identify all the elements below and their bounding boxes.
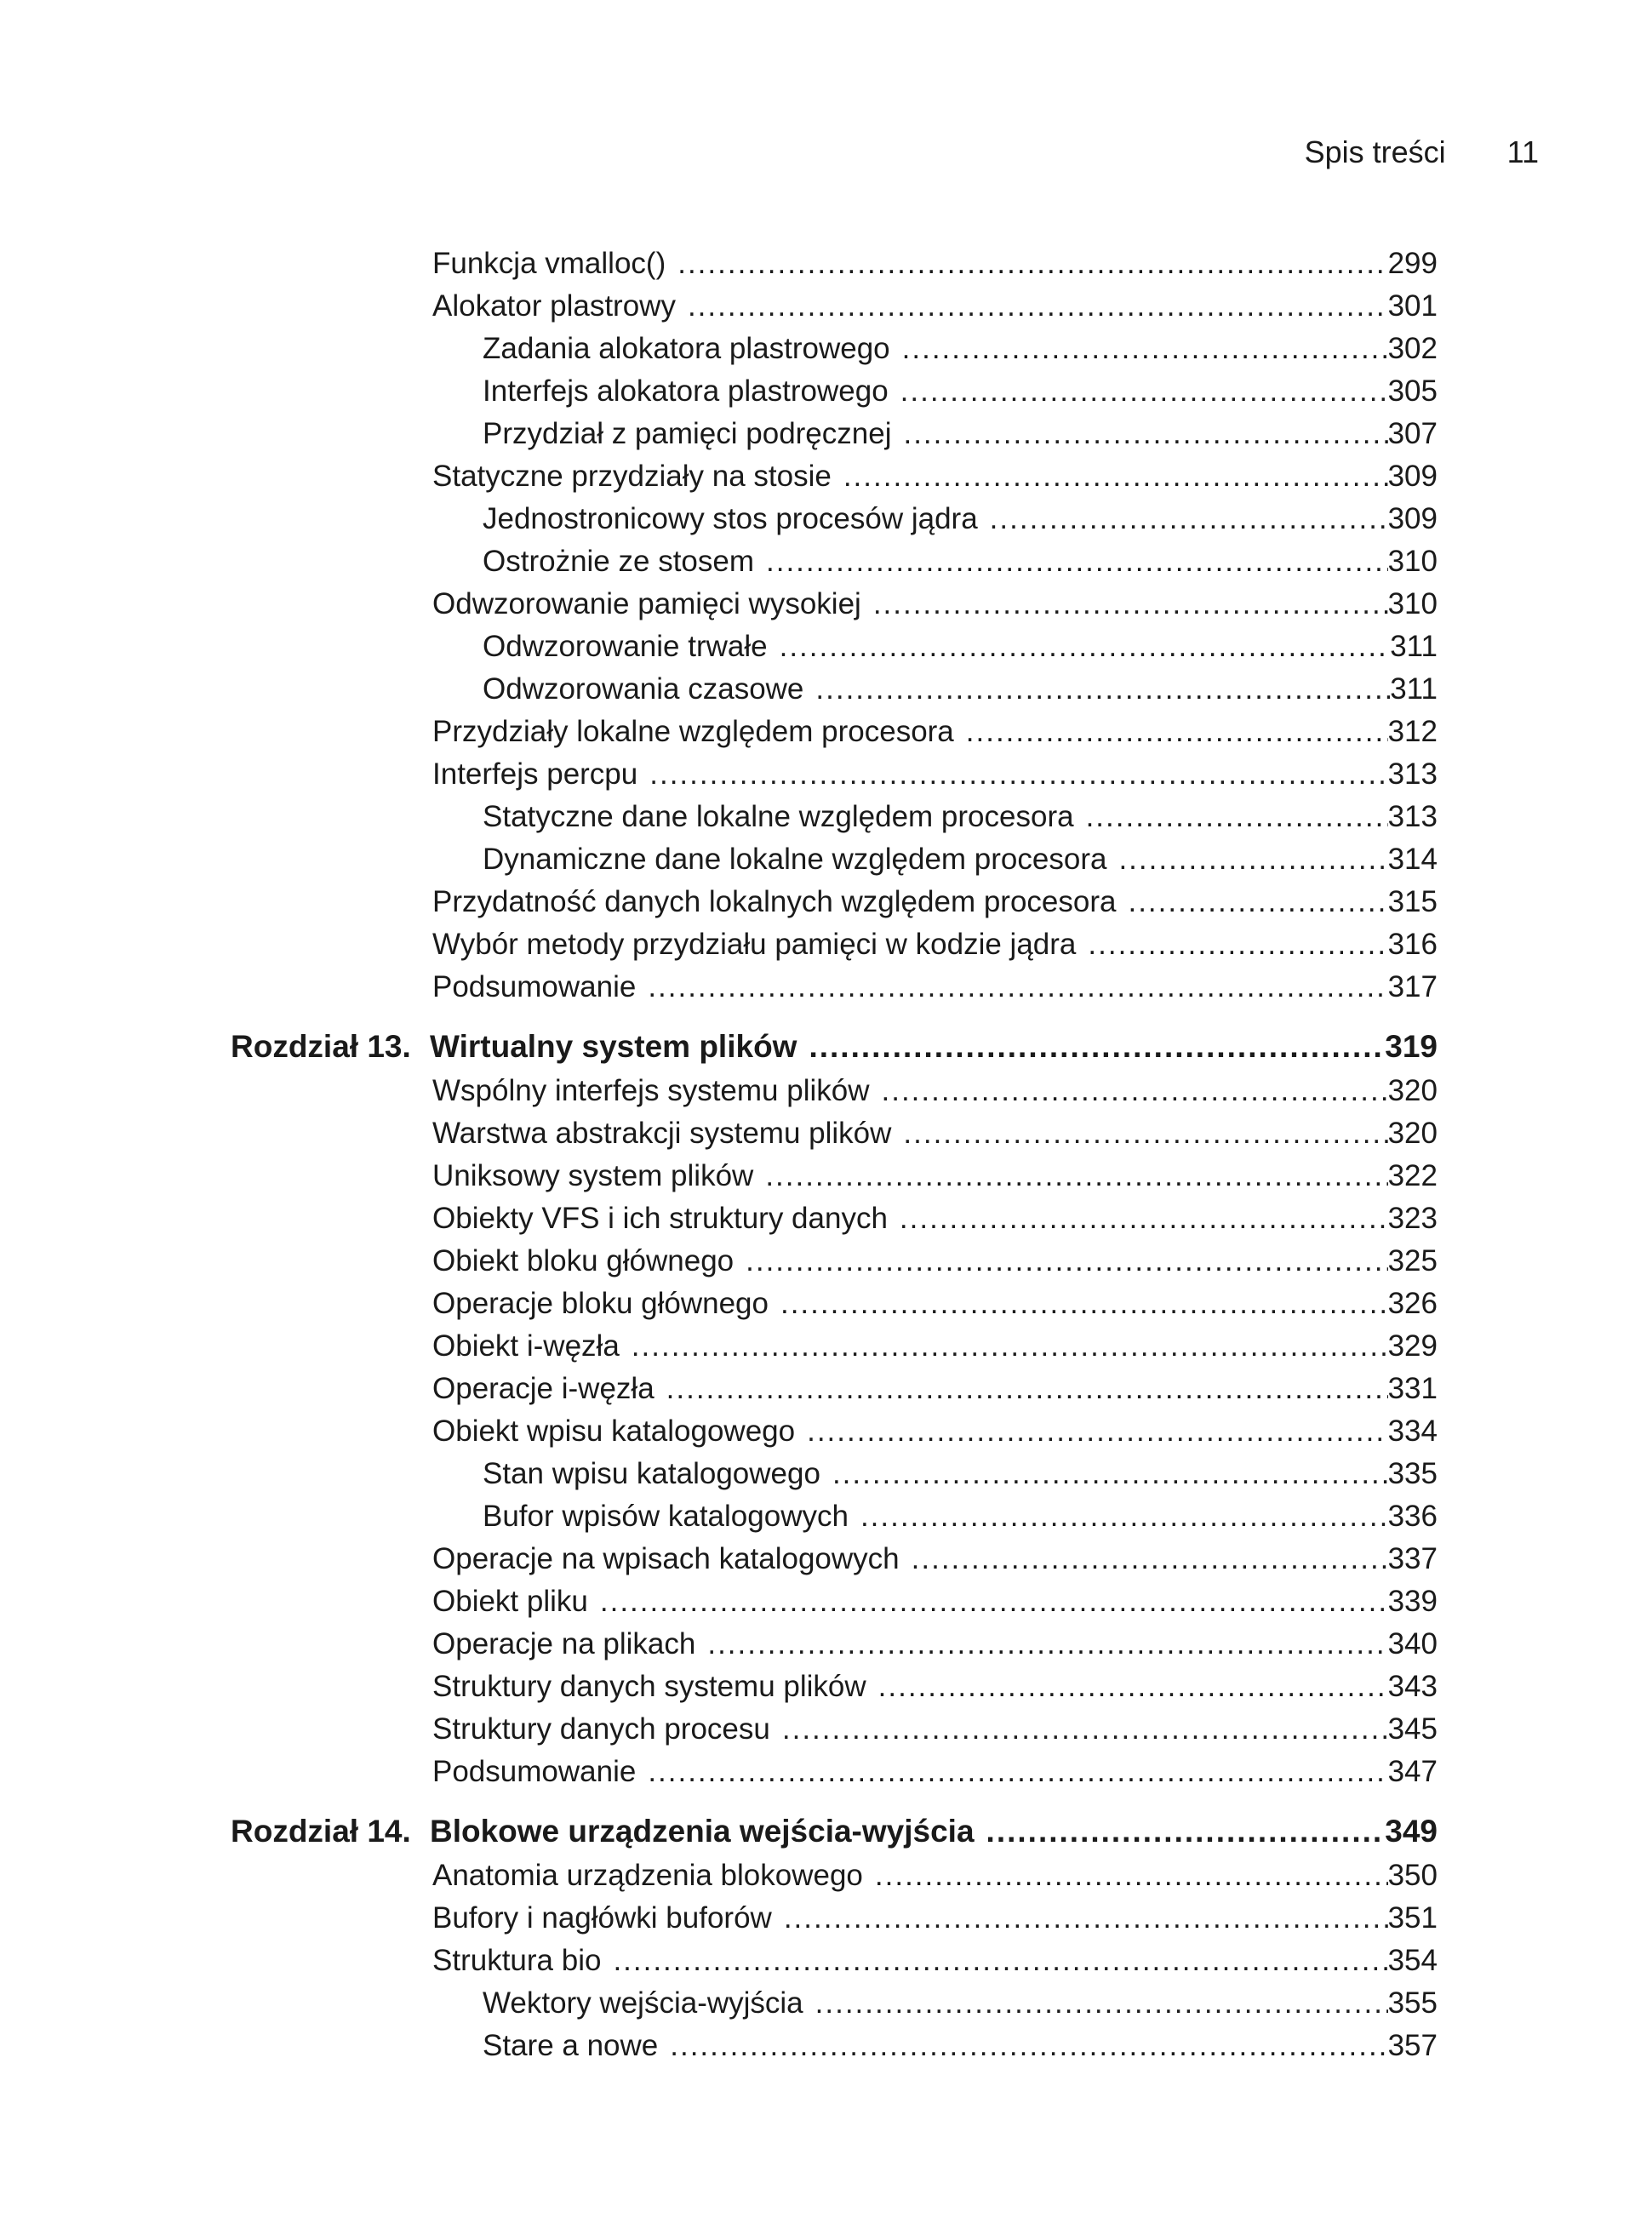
entry-page: 322 xyxy=(1387,1159,1438,1192)
dot-leader xyxy=(780,1283,1388,1325)
entry-line xyxy=(432,1855,1438,1897)
entry-title: Zadania alokatora plastrowego xyxy=(483,332,890,365)
entry-title: Statyczne przydziały na stosie xyxy=(432,460,832,493)
chapter-number: Rozdział 13. xyxy=(231,1029,411,1064)
toc-entry xyxy=(0,2025,1652,2067)
entry-title: Przydział z pamięci podręcznej xyxy=(483,417,892,450)
entry-title: Ostrożnie ze stosem xyxy=(483,545,754,578)
dot-leader xyxy=(878,1666,1388,1708)
toc-entry xyxy=(0,626,1652,668)
dot-leader xyxy=(677,243,1387,285)
page-number: 11 xyxy=(1506,134,1539,169)
toc-entry xyxy=(0,923,1652,966)
toc-entry xyxy=(0,881,1652,923)
toc-chapter-entry xyxy=(0,1810,1652,1855)
entry-title: Przydatność danych lokalnych względem procesora xyxy=(432,885,1117,918)
dot-leader xyxy=(903,1112,1387,1155)
entry-page: 305 xyxy=(1387,374,1438,408)
entry-title: Podsumowanie xyxy=(432,970,637,1003)
entry-page: 309 xyxy=(1387,502,1438,535)
entry-page: 315 xyxy=(1387,885,1438,918)
toc-entry xyxy=(0,753,1652,796)
dot-leader xyxy=(648,966,1387,1009)
entry-line xyxy=(483,1495,1438,1538)
entry-page: 307 xyxy=(1387,417,1438,450)
toc-entry xyxy=(0,1751,1652,1793)
entry-title: Warstwa abstrakcji systemu plików xyxy=(432,1117,892,1150)
dot-leader xyxy=(784,1897,1388,1940)
entry-title: Obiekty VFS i ich struktury danych xyxy=(432,1202,888,1235)
entry-line xyxy=(430,1026,1438,1068)
dot-leader xyxy=(809,1026,1385,1068)
toc-entry xyxy=(0,1410,1652,1453)
dot-leader xyxy=(780,626,1391,668)
entry-title: Uniksowy system plików xyxy=(432,1159,754,1192)
entry-line xyxy=(432,753,1438,796)
entry-title: Obiekt wpisu katalogowego xyxy=(432,1415,796,1448)
entry-title: Odwzorowanie pamięci wysokiej xyxy=(432,587,861,620)
dot-leader xyxy=(882,1070,1388,1112)
entry-title: Operacje i-węzła xyxy=(432,1372,655,1405)
entry-page: 354 xyxy=(1387,1944,1438,1977)
dot-leader xyxy=(707,1623,1387,1666)
dot-leader xyxy=(666,1368,1388,1410)
entry-line xyxy=(432,1538,1438,1580)
toc-entry xyxy=(0,1855,1652,1897)
entry-line xyxy=(432,711,1438,753)
toc-entry xyxy=(0,370,1652,413)
dot-leader xyxy=(649,753,1387,796)
toc-entry xyxy=(0,838,1652,881)
dot-leader xyxy=(1118,838,1387,881)
toc-entry xyxy=(0,1368,1652,1410)
entry-line xyxy=(432,923,1438,966)
toc-entry xyxy=(0,1580,1652,1623)
entry-line xyxy=(432,1283,1438,1325)
toc-entry xyxy=(0,1325,1652,1368)
toc-entry xyxy=(0,1112,1652,1155)
entry-title: Stan wpisu katalogowego xyxy=(483,1457,820,1490)
entry-page: 350 xyxy=(1387,1859,1438,1892)
toc-entry xyxy=(0,711,1652,753)
entry-title: Dynamiczne dane lokalne względem procesora xyxy=(483,843,1107,876)
dot-leader xyxy=(766,540,1388,583)
dot-leader xyxy=(843,455,1388,498)
entry-line xyxy=(483,370,1438,413)
entry-page: 313 xyxy=(1387,757,1438,791)
entry-title: Stare a nowe xyxy=(483,2029,659,2062)
toc-entry xyxy=(0,1623,1652,1666)
entry-page: 310 xyxy=(1387,587,1438,620)
entry-line xyxy=(432,1410,1438,1453)
dot-leader xyxy=(815,668,1390,711)
entry-page: 349 xyxy=(1385,1814,1438,1849)
dot-leader xyxy=(1088,923,1387,966)
entry-title: Odwzorowanie trwałe xyxy=(483,630,768,663)
toc-entry xyxy=(0,1495,1652,1538)
entry-page: 326 xyxy=(1387,1287,1438,1320)
toc-entry xyxy=(0,1897,1652,1940)
entry-line xyxy=(432,1368,1438,1410)
entry-line xyxy=(483,1982,1438,2025)
entry-title: Obiekt pliku xyxy=(432,1585,588,1618)
entry-page: 335 xyxy=(1387,1457,1438,1490)
entry-line xyxy=(432,1070,1438,1112)
entry-page: 314 xyxy=(1387,843,1438,876)
entry-title: Wektory wejścia-wyjścia xyxy=(483,1986,803,2020)
entry-line xyxy=(432,1666,1438,1708)
entry-page: 299 xyxy=(1387,247,1438,280)
dot-leader xyxy=(902,328,1388,370)
dot-leader xyxy=(632,1325,1388,1368)
entry-page: 336 xyxy=(1387,1500,1438,1533)
table-of-contents xyxy=(0,243,1652,2067)
dot-leader xyxy=(986,1810,1386,1853)
entry-page: 311 xyxy=(1390,672,1438,706)
entry-page: 355 xyxy=(1387,1986,1438,2020)
entry-page: 345 xyxy=(1387,1712,1438,1746)
entry-line xyxy=(432,455,1438,498)
entry-line xyxy=(483,668,1438,711)
entry-title: Struktura bio xyxy=(432,1944,602,1977)
entry-title: Operacje na wpisach katalogowych xyxy=(432,1542,900,1575)
toc-entry xyxy=(0,1070,1652,1112)
entry-line xyxy=(432,1112,1438,1155)
toc-entry xyxy=(0,328,1652,370)
toc-entry xyxy=(0,1982,1652,2025)
entry-title: Podsumowanie xyxy=(432,1755,637,1788)
entry-line xyxy=(432,285,1438,328)
toc-entry xyxy=(0,1240,1652,1283)
chapter-number: Rozdział 14. xyxy=(231,1814,411,1849)
entry-page: 302 xyxy=(1387,332,1438,365)
toc-entry xyxy=(0,1453,1652,1495)
toc-entry xyxy=(0,540,1652,583)
entry-page: 310 xyxy=(1387,545,1438,578)
entry-page: 325 xyxy=(1387,1244,1438,1277)
entry-page: 320 xyxy=(1387,1074,1438,1107)
entry-title: Alokator plastrowy xyxy=(432,289,676,323)
entry-title: Obiekt i-węzła xyxy=(432,1329,620,1363)
entry-page: 343 xyxy=(1387,1670,1438,1703)
running-header xyxy=(1305,134,1539,170)
entry-line xyxy=(432,1155,1438,1197)
entry-page: 331 xyxy=(1387,1372,1438,1405)
entry-page: 309 xyxy=(1387,460,1438,493)
dot-leader xyxy=(900,370,1388,413)
dot-leader xyxy=(990,498,1388,540)
dot-leader xyxy=(688,285,1388,328)
dot-leader xyxy=(860,1495,1388,1538)
entry-page: 337 xyxy=(1387,1542,1438,1575)
dot-leader xyxy=(873,583,1388,626)
entry-page: 340 xyxy=(1387,1627,1438,1660)
entry-line xyxy=(432,243,1438,285)
entry-title: Statyczne dane lokalne względem procesora xyxy=(483,800,1074,833)
entry-title: Odwzorowania czasowe xyxy=(483,672,804,706)
entry-line xyxy=(432,1325,1438,1368)
entry-line xyxy=(432,966,1438,1009)
toc-entry xyxy=(0,1666,1652,1708)
entry-title: Obiekt bloku głównego xyxy=(432,1244,735,1277)
entry-page: 347 xyxy=(1387,1755,1438,1788)
entry-line xyxy=(432,1708,1438,1751)
entry-page: 351 xyxy=(1387,1901,1438,1935)
toc-entry xyxy=(0,668,1652,711)
dot-leader xyxy=(648,1751,1387,1793)
dot-leader xyxy=(807,1410,1388,1453)
entry-page: 320 xyxy=(1387,1117,1438,1150)
entry-page: 311 xyxy=(1390,630,1438,663)
entry-title: Jednostronicowy stos procesów jądra xyxy=(483,502,978,535)
toc-entry xyxy=(0,498,1652,540)
entry-page: 334 xyxy=(1387,1415,1438,1448)
entry-line xyxy=(432,881,1438,923)
entry-line xyxy=(432,1240,1438,1283)
entry-line xyxy=(483,328,1438,370)
toc-entry xyxy=(0,455,1652,498)
dot-leader xyxy=(670,2025,1387,2067)
entry-title: Struktury danych systemu plików xyxy=(432,1670,866,1703)
entry-line xyxy=(483,413,1438,455)
entry-line xyxy=(432,1197,1438,1240)
entry-line xyxy=(483,1453,1438,1495)
entry-page: 313 xyxy=(1387,800,1438,833)
entry-line xyxy=(483,796,1438,838)
toc-entry xyxy=(0,1283,1652,1325)
entry-title: Wybór metody przydziału pamięci w kodzie jądra xyxy=(432,928,1077,961)
dot-leader xyxy=(1086,796,1388,838)
entry-title: Interfejs alokatora plastrowego xyxy=(483,374,889,408)
entry-title: Bufory i nagłówki buforów xyxy=(432,1901,772,1935)
entry-line xyxy=(432,1897,1438,1940)
entry-line xyxy=(483,2025,1438,2067)
entry-title: Blokowe urządzenia wejścia-wyjścia xyxy=(430,1814,975,1849)
entry-page: 329 xyxy=(1387,1329,1438,1363)
toc-entry xyxy=(0,243,1652,285)
entry-title: Anatomia urządzenia blokowego xyxy=(432,1859,863,1892)
toc-entry xyxy=(0,1940,1652,1982)
entry-line xyxy=(432,583,1438,626)
entry-title: Operacje na plikach xyxy=(432,1627,696,1660)
toc-entry xyxy=(0,1197,1652,1240)
dot-leader xyxy=(903,413,1387,455)
dot-leader xyxy=(875,1855,1388,1897)
entry-line xyxy=(483,540,1438,583)
toc-entry xyxy=(0,285,1652,328)
dot-leader xyxy=(600,1580,1388,1623)
dot-leader xyxy=(782,1708,1388,1751)
entry-page: 301 xyxy=(1387,289,1438,323)
dot-leader xyxy=(746,1240,1387,1283)
toc-entry xyxy=(0,796,1652,838)
entry-page: 317 xyxy=(1387,970,1438,1003)
toc-chapter-entry xyxy=(0,1026,1652,1070)
entry-title: Interfejs percpu xyxy=(432,757,638,791)
entry-line xyxy=(432,1751,1438,1793)
entry-page: 339 xyxy=(1387,1585,1438,1618)
entry-title: Wspólny interfejs systemu plików xyxy=(432,1074,870,1107)
toc-entry xyxy=(0,413,1652,455)
entry-page: 316 xyxy=(1387,928,1438,961)
entry-title: Wirtualny system plików xyxy=(430,1029,797,1064)
dot-leader xyxy=(966,711,1388,753)
entry-line xyxy=(483,498,1438,540)
dot-leader xyxy=(815,1982,1388,2025)
entry-line xyxy=(483,838,1438,881)
toc-entry xyxy=(0,1708,1652,1751)
dot-leader xyxy=(900,1197,1388,1240)
toc-entry xyxy=(0,1155,1652,1197)
entry-line xyxy=(430,1810,1438,1853)
entry-page: 323 xyxy=(1387,1202,1438,1235)
entry-page: 357 xyxy=(1387,2029,1438,2062)
dot-leader xyxy=(832,1453,1388,1495)
entry-title: Przydziały lokalne względem procesora xyxy=(432,715,954,748)
entry-title: Funkcja vmalloc() xyxy=(432,247,666,280)
toc-entry xyxy=(0,583,1652,626)
running-header-title: Spis treści xyxy=(1304,134,1446,169)
entry-line xyxy=(432,1580,1438,1623)
entry-line xyxy=(432,1623,1438,1666)
entry-title: Struktury danych procesu xyxy=(432,1712,770,1746)
entry-title: Bufor wpisów katalogowych xyxy=(483,1500,849,1533)
entry-page: 312 xyxy=(1387,715,1438,748)
entry-title: Operacje bloku głównego xyxy=(432,1287,769,1320)
entry-page: 319 xyxy=(1385,1029,1438,1064)
toc-entry xyxy=(0,1538,1652,1580)
dot-leader xyxy=(613,1940,1387,1982)
toc-entry xyxy=(0,966,1652,1009)
entry-line xyxy=(483,626,1438,668)
entry-line xyxy=(432,1940,1438,1982)
dot-leader xyxy=(765,1155,1387,1197)
dot-leader xyxy=(1128,881,1387,923)
dot-leader xyxy=(912,1538,1388,1580)
